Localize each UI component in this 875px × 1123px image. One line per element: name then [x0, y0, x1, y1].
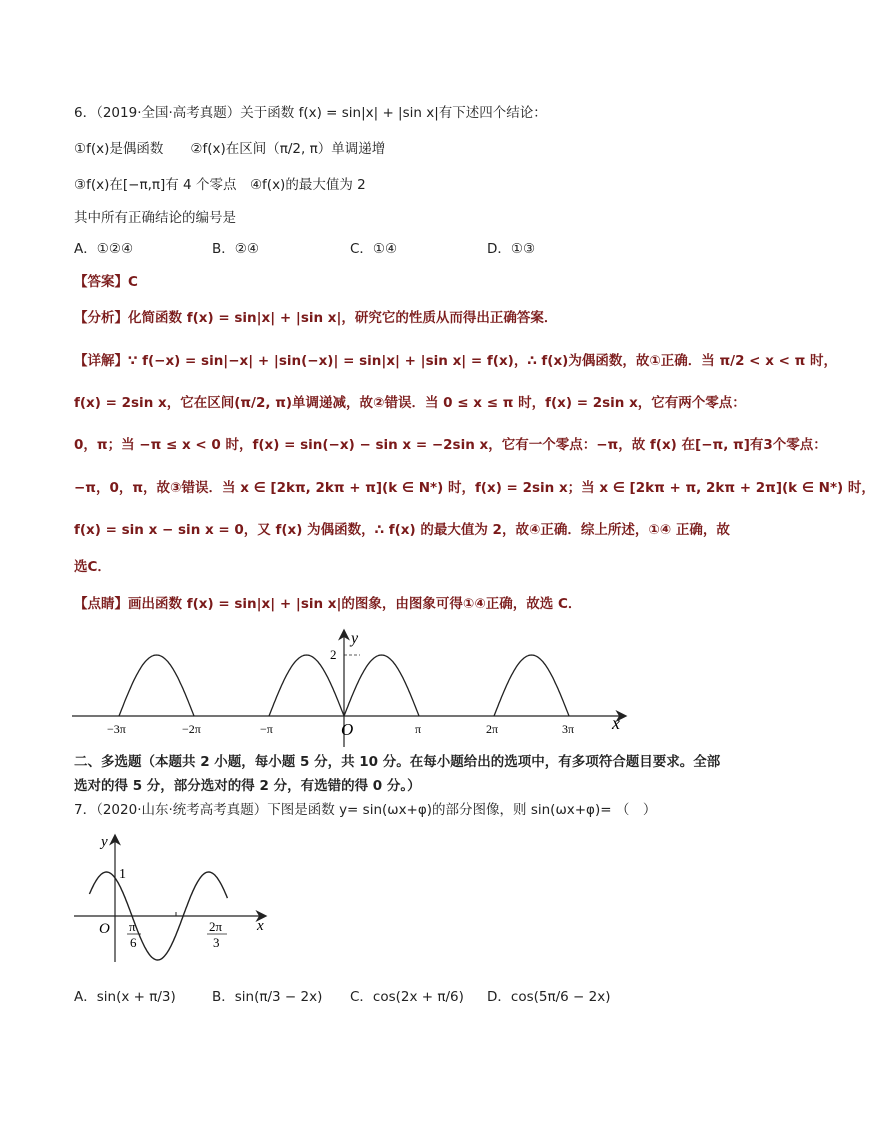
tick-pi-over-6-den: 6	[130, 935, 137, 950]
tick-pi-over-6-num: π	[129, 919, 136, 934]
q6-detail-line-1	[74, 351, 837, 371]
q6-detail-line-3: 0，π；当 −π ≤ x < 0 时，f(x) = sin(−x) − sin x = −2sin x，它有一个零点：−π，故 f(x) 在[−π, π]有3个零点：	[74, 437, 827, 453]
q6-option-c: C．①④	[350, 241, 398, 257]
q6-detail-line-4: −π，0，π，故③错误．当 x ∈ [2kπ, 2kπ + π](k ∈ N*) 时，f(x) = 2sin x；当 x ∈ [2kπ + π, 2kπ + 2π](k ∈ N*) 时，	[74, 480, 875, 496]
curve-arch-4	[494, 655, 569, 716]
section2-heading-line-2: 选对的得 5 分，部分选对的得 2 分，有选错的得 0 分。）	[74, 778, 421, 794]
q6-detail-line-2: f(x) = 2sin x，它在区间(π/2, π)单调递减，故②错误．当 0 ≤ x ≤ π 时，f(x) = 2sin x，它有两个零点：	[74, 395, 746, 411]
q6-analysis	[74, 308, 557, 328]
q6-detail-line-6: 选C．	[74, 559, 111, 575]
x-axis-label: x	[612, 713, 620, 733]
detail-tag: 【详解】	[74, 353, 128, 369]
section2-heading-line-1: 二、多选题（本题共 2 小题，每小题 5 分，共 10 分。在每小题给出的选项中，有多项符合题目要求。全部	[74, 754, 721, 770]
curve-arch-1	[119, 655, 194, 716]
x-tick-neg3pi: −3π	[107, 722, 126, 736]
y-tick-2: 2	[330, 647, 337, 662]
q7-option-b: B．sin(π/3 − 2x)	[212, 989, 323, 1005]
analysis-text: 化简函数 f(x) = sin|x| + |sin x|，研究它的性质从而得出正确答案．	[128, 310, 558, 326]
q6-statement-3-4: ③f(x)在[−π,π]有 4 个零点 ④f(x)的最大值为 2	[74, 177, 366, 193]
curve-arch-3	[344, 655, 419, 716]
x-tick-3pi: 3π	[562, 722, 575, 736]
y-axis-label: y	[351, 630, 359, 647]
curve-arch-2	[269, 655, 344, 716]
x-tick-neg2pi: −2π	[182, 722, 201, 736]
q6-stem: 6．（2019·全国·高考真题）关于函数 f(x) = sin|x| + |sin x|有下述四个结论：	[74, 105, 547, 121]
q6-answer	[74, 272, 138, 292]
y-tick-1: 1	[119, 867, 126, 882]
detail-text-1: ∵ f(−x) = sin|−x| + |sin(−x)| = sin|x| + |sin x| = f(x)，∴ f(x)为偶函数，故①正确．当 π/2 < x < π 时，	[128, 353, 837, 369]
q7-option-a: A．sin(x + π/3)	[74, 989, 176, 1005]
q6-option-a: A．①②④	[74, 241, 134, 257]
comment-tag: 【点睛】	[74, 596, 128, 612]
origin-label-2: O	[99, 921, 110, 937]
q6-comment	[74, 594, 581, 614]
x-tick-negpi: −π	[260, 722, 273, 736]
origin-label: O	[341, 720, 354, 739]
graph-f	[60, 625, 640, 750]
x-tick-2pi: 2π	[486, 722, 499, 736]
answer-tag: 【答案】	[74, 274, 128, 290]
answer-value: C	[128, 274, 138, 290]
q7-stem: 7．（2020·山东·统考高考真题）下图是函数 y= sin(ωx+φ)的部分图像，则 sin(ωx+φ)= （ ）	[74, 802, 657, 818]
q7-option-c: C．cos(2x + π/6)	[350, 989, 464, 1005]
graph-sinusoid	[70, 830, 280, 970]
analysis-tag: 【分析】	[74, 310, 128, 326]
tick-2pi-over-3-num: 2π	[209, 919, 223, 934]
q6-option-d: D．①③	[487, 241, 536, 257]
tick-2pi-over-3-den: 3	[213, 935, 220, 950]
x-axis-label-2: x	[257, 918, 264, 934]
q6-statement-1-2: ①f(x)是偶函数 ②f(x)在区间（π/2, π）单调递增	[74, 141, 386, 157]
q6-option-b: B．②④	[212, 241, 259, 257]
y-axis-label-2: y	[101, 834, 108, 850]
comment-text: 画出函数 f(x) = sin|x| + |sin x|的图象，由图象可得①④正确，故选 C．	[128, 596, 582, 612]
q6-prompt: 其中所有正确结论的编号是	[74, 210, 236, 226]
q6-detail-line-5: f(x) = sin x − sin x = 0，又 f(x) 为偶函数，∴ f(x) 的最大值为 2，故④正确．综上所述，①④ 正确，故	[74, 522, 730, 538]
q7-option-d: D．cos(5π/6 − 2x)	[487, 989, 611, 1005]
x-tick-pi: π	[415, 722, 422, 736]
